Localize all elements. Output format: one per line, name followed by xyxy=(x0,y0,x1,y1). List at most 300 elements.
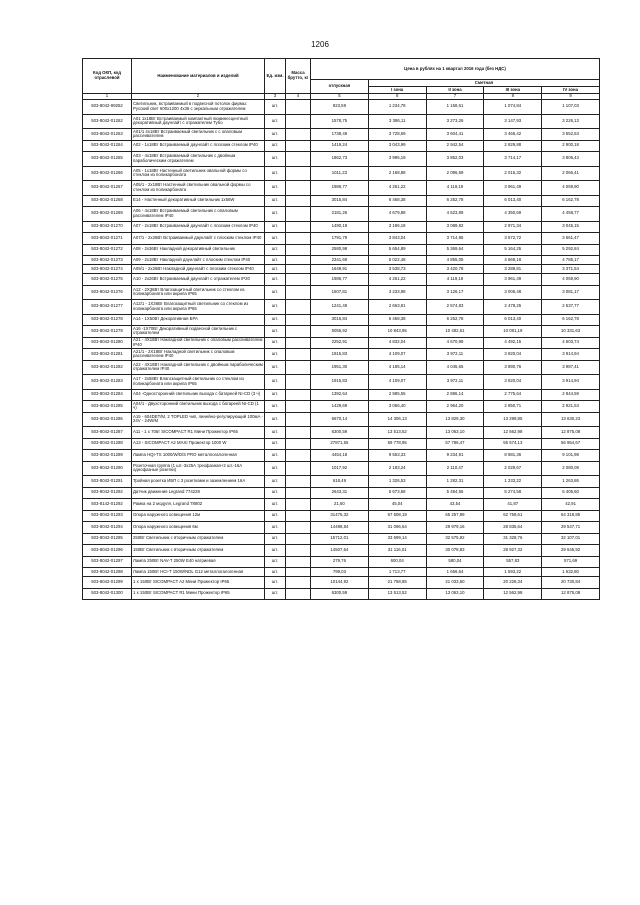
item-code: 503-8042-01276 xyxy=(83,285,132,300)
price-zone-3: 28 927,32 xyxy=(484,545,542,557)
item-mass xyxy=(286,401,311,413)
item-mass xyxy=(286,375,311,390)
price-zone-3: 12 562,98 xyxy=(484,588,542,600)
item-unit: шт. xyxy=(265,533,286,545)
item-name: Светильник, встраиваемый в подвесной потолок фирмы: Русский свет 600х1200 4х36 с зеркальным отражателем xyxy=(132,100,265,115)
price-zone-4: 2 066,41 xyxy=(542,166,600,181)
price-zone-2: 2 942,54 xyxy=(426,140,484,152)
item-name: А09 - 2х18Вт Накладной даунлайт с плоским стеклом IP40 xyxy=(132,256,265,265)
price-zone-4: 2 537,77 xyxy=(542,300,600,315)
price-zone-2: 3 714,95 xyxy=(426,233,484,245)
item-name: А12 - 2Х36Вт Влагозащитный светильник со стеклом из поликарбоната или акрила IP65 xyxy=(132,285,265,300)
table-row xyxy=(83,300,600,315)
price-zone-3: 5 274,58 xyxy=(484,487,542,499)
header-release: отпускная xyxy=(311,80,369,94)
price-zone-4: 2 844,59 xyxy=(542,389,600,401)
price-zone-4: 13 630,23 xyxy=(542,412,600,427)
item-mass xyxy=(286,545,311,557)
price-zone-2: 6 252,78 xyxy=(426,195,484,207)
table-row xyxy=(83,256,600,265)
price-zone-2: 4 045,65 xyxy=(426,360,484,375)
table-row xyxy=(83,577,600,589)
price-zone-3: 3 820,04 xyxy=(484,375,542,390)
price-zone-1: 2 168,88 xyxy=(368,166,426,181)
price-zone-1: 45,04 xyxy=(368,499,426,511)
header-zone-2: II зона xyxy=(426,87,484,94)
table-row xyxy=(83,568,600,577)
price-release: 1951,30 xyxy=(311,360,369,375)
item-mass xyxy=(286,450,311,462)
table-row xyxy=(83,166,600,181)
price-zone-4: 3 081,17 xyxy=(542,285,600,300)
price-zone-1: 13 513,52 xyxy=(368,588,426,600)
price-zone-1: 2 663,81 xyxy=(368,300,426,315)
price-zone-3: 55 574,13 xyxy=(484,438,542,450)
item-code: 503-8042-01289 xyxy=(83,450,132,462)
price-release: 1986,77 xyxy=(311,181,369,196)
price-zone-3: 1 074,84 xyxy=(484,100,542,115)
table-row xyxy=(83,556,600,568)
header-name: Наименование материалов и изделий xyxy=(132,59,265,94)
item-mass xyxy=(286,181,311,196)
item-unit: шт. xyxy=(265,375,286,390)
item-mass xyxy=(286,438,311,450)
item-code: 503-8042-99252 xyxy=(83,100,132,115)
table-row xyxy=(83,522,600,534)
price-zone-4: 3 552,53 xyxy=(542,129,600,141)
price-zone-2: 2 096,59 xyxy=(426,166,484,181)
item-name: А12/1 - 1Х36Вт Влагозащитный светильник со стеклом из поликарбоната или акрила IP65 xyxy=(132,300,265,315)
price-zone-3: 3 572,72 xyxy=(484,233,542,245)
price-zone-4: 3 045,15 xyxy=(542,221,600,233)
item-unit: шт. xyxy=(265,499,286,511)
price-zone-1: 3 538,73 xyxy=(368,265,426,274)
item-mass xyxy=(286,195,311,207)
item-name: А01/1 4х18Вт Встраиваемый светильник с с опаловым рассеивателем xyxy=(132,129,265,141)
item-code: 503-8042-01298 xyxy=(83,568,132,577)
price-zone-2: 3 126,17 xyxy=(426,285,484,300)
price-zone-4: 6 162,78 xyxy=(542,195,600,207)
item-unit: шт. xyxy=(265,300,286,315)
price-zone-2: 5 484,55 xyxy=(426,487,484,499)
item-name: Лампа HQI-TS 1000/W/D/S PRO металлогалогенная xyxy=(132,450,265,462)
price-zone-1: 4 832,04 xyxy=(368,337,426,349)
price-zone-3: 13 299,85 xyxy=(484,412,542,427)
price-zone-2: 13 063,10 xyxy=(426,427,484,439)
item-name: Е14 - Настенный декоративный светильник 1х56W xyxy=(132,195,265,207)
price-zone-3: 2 016,32 xyxy=(484,166,542,181)
price-zone-3: 2 829,88 xyxy=(484,140,542,152)
price-zone-1: 21 758,85 xyxy=(368,577,426,589)
table-row xyxy=(83,412,600,427)
price-zone-1: 4 261,22 xyxy=(368,181,426,196)
item-name: А17 - 2х58Вт Влагозащитный светильник со стеклом из поликарбоната или акрила IP65 xyxy=(132,375,265,390)
item-mass xyxy=(286,349,311,361)
table-row xyxy=(83,337,600,349)
price-zone-1: 6 468,38 xyxy=(368,314,426,326)
price-release: 1392,64 xyxy=(311,389,369,401)
price-release: 1738,49 xyxy=(311,129,369,141)
price-zone-4: 10 331,63 xyxy=(542,326,600,338)
table-row xyxy=(83,375,600,390)
price-zone-1: 9 553,33 xyxy=(368,450,426,462)
price-zone-1: 3 233,98 xyxy=(368,285,426,300)
price-zone-2: 6 252,78 xyxy=(426,314,484,326)
price-release: 1017,92 xyxy=(311,461,369,476)
price-zone-2: 13 063,10 xyxy=(426,588,484,600)
item-mass xyxy=(286,207,311,222)
header-zone-3: III зона xyxy=(484,87,542,94)
price-zone-3: 3 714,17 xyxy=(484,152,542,167)
price-release: 6300,59 xyxy=(311,588,369,600)
item-mass xyxy=(286,427,311,439)
item-code: 503-8042-01300 xyxy=(83,588,132,600)
item-name: А16 -1Х70Вт Декоративный подвесной светильник с отражателем xyxy=(132,326,265,338)
item-unit: шт. xyxy=(265,114,286,129)
price-release: 799,03 xyxy=(311,568,369,577)
price-zone-3: 20 228,34 xyxy=(484,577,542,589)
price-zone-4: 3 806,43 xyxy=(542,152,600,167)
item-name: А06 - 4х18Вт Встраиваемый светильник с опаловым рассеивателем IP40 xyxy=(132,207,265,222)
price-zone-3: 2 971,34 xyxy=(484,221,542,233)
price-release: 1578,75 xyxy=(311,114,369,129)
price-zone-4: 4 059,90 xyxy=(542,181,600,196)
price-zone-1: 1 713,77 xyxy=(368,568,426,577)
price-release: 1649,91 xyxy=(311,265,369,274)
table-row xyxy=(83,207,600,222)
price-zone-4: 20 730,84 xyxy=(542,577,600,589)
item-unit: шт. xyxy=(265,314,286,326)
price-zone-2: 3 972,11 xyxy=(426,375,484,390)
price-zone-1: 5 022,48 xyxy=(368,256,426,265)
item-name: Лампа 250Вт NAV-T 250W E40 натриевая xyxy=(132,556,265,568)
price-zone-3: 557,83 xyxy=(484,556,542,568)
item-code: 503-8042-01293 xyxy=(83,510,132,522)
price-zone-3: 2 850,71 xyxy=(484,401,542,413)
col-number: 4 xyxy=(286,94,311,100)
item-name: А03 - 4х18Вт Встраиваемый светильник с двойным параболическим отражателем xyxy=(132,152,265,167)
price-zone-4: 571,69 xyxy=(542,556,600,568)
item-unit: шт. xyxy=(265,450,286,462)
item-mass xyxy=(286,577,311,589)
price-release: 3015,84 xyxy=(311,195,369,207)
item-unit: шт. xyxy=(265,337,286,349)
price-zone-3: 41,87 xyxy=(484,499,542,511)
price-zone-2: 1 656,64 xyxy=(426,568,484,577)
table-row xyxy=(83,389,600,401)
item-code: 503-8042-01283 xyxy=(83,375,132,390)
table-row xyxy=(83,285,600,300)
item-name: А21 - 4Х18Вт Накладной светильник с опаловым рассеивателем IP40 xyxy=(132,337,265,349)
item-mass xyxy=(286,274,311,286)
item-mass xyxy=(286,114,311,129)
item-unit: шт. xyxy=(265,285,286,300)
item-mass xyxy=(286,389,311,401)
price-zone-4: 2 900,18 xyxy=(542,140,600,152)
price-zone-4: 4 059,90 xyxy=(542,274,600,286)
price-zone-1: 4 185,14 xyxy=(368,360,426,375)
item-unit: шт. xyxy=(265,152,286,167)
price-zone-3: 4 669,18 xyxy=(484,256,542,265)
price-zone-4: 3 371,54 xyxy=(542,265,600,274)
table-row xyxy=(83,244,600,256)
price-release: 2580,98 xyxy=(311,244,369,256)
item-unit: шт. xyxy=(265,577,286,589)
price-zone-4: 29 645,92 xyxy=(542,545,600,557)
item-name: А14 - 1Х50Вт Декоративная БРА xyxy=(132,314,265,326)
price-release: 923,59 xyxy=(311,100,369,115)
price-release: 6300,59 xyxy=(311,427,369,439)
price-zone-2: 30 078,83 xyxy=(426,545,484,557)
item-mass xyxy=(286,412,311,427)
item-code: 503-8042-01288 xyxy=(83,438,132,450)
price-zone-2: 2 964,20 xyxy=(426,401,484,413)
item-code: 503-8042-01271 xyxy=(83,233,132,245)
table-row xyxy=(83,152,600,167)
col-number: 8 xyxy=(484,94,542,100)
price-zone-1: 31 096,64 xyxy=(368,522,426,534)
item-code: 503-8042-01287 xyxy=(83,427,132,439)
item-name: 1 х 150Вт SICOMPACT A2 Мини Прожектор IP65 xyxy=(132,577,265,589)
item-unit: шт. xyxy=(265,256,286,265)
price-zone-2: 3 089,82 xyxy=(426,221,484,233)
price-zone-1: 1 326,53 xyxy=(368,476,426,488)
price-release: 3015,84 xyxy=(311,314,369,326)
price-zone-1: 2 985,55 xyxy=(368,389,426,401)
price-release: 21,60 xyxy=(311,499,369,511)
item-code: 503-8042-01269 xyxy=(83,207,132,222)
item-name: 250Вт Светильник с вторичным отражателем xyxy=(132,533,265,545)
price-zone-4: 29 547,71 xyxy=(542,522,600,534)
item-unit: шт. xyxy=(265,207,286,222)
price-zone-3: 2 478,25 xyxy=(484,300,542,315)
header-code: Код ОКП, код отраслевой xyxy=(83,59,132,94)
table-row xyxy=(83,265,600,274)
price-table xyxy=(82,58,600,600)
table-row xyxy=(83,195,600,207)
price-zone-3: 6 013,40 xyxy=(484,195,542,207)
price-zone-3: 4 492,15 xyxy=(484,337,542,349)
price-zone-2: 4 523,89 xyxy=(426,207,484,222)
price-zone-3: 6 013,40 xyxy=(484,314,542,326)
item-mass xyxy=(286,487,311,499)
col-number: 2 xyxy=(132,94,265,100)
price-zone-2: 1 282,31 xyxy=(426,476,484,488)
table-row xyxy=(83,360,600,375)
item-code: 503-8042-01286 xyxy=(83,412,132,427)
item-mass xyxy=(286,510,311,522)
item-code: 503-8142-01292 xyxy=(83,499,132,511)
col-number: 3 xyxy=(265,94,286,100)
price-release: 5055,92 xyxy=(311,326,369,338)
item-unit: шт. xyxy=(265,140,286,152)
price-zone-1: 3 386,11 xyxy=(368,114,426,129)
price-release: 1507,81 xyxy=(311,285,369,300)
item-name: А08 - 2х36Вт Накладной декоративный светильник xyxy=(132,244,265,256)
item-name: А04/1 - Двухсторонний светильник выхода с батареей NI-CD (1 ч) xyxy=(132,401,265,413)
item-unit: шт. xyxy=(265,274,286,286)
item-name: А21/1 - 2Х18Вт Накладной светильник с опаловым рассеивателем IP40 xyxy=(132,349,265,361)
price-release: 4454,18 xyxy=(311,450,369,462)
item-name: Розеточная группа (1 шт.-3х25А трехфазная+2 шт.-16А однофазные розетки) xyxy=(132,461,265,476)
price-zone-3: 1 233,22 xyxy=(484,476,542,488)
item-mass xyxy=(286,129,311,141)
price-release: 1986,77 xyxy=(311,274,369,286)
price-release: 1915,83 xyxy=(311,349,369,361)
price-zone-2: 4 855,05 xyxy=(426,256,484,265)
item-mass xyxy=(286,499,311,511)
price-zone-4: 5 405,60 xyxy=(542,487,600,499)
price-zone-2: 1 158,61 xyxy=(426,100,484,115)
table-row xyxy=(83,140,600,152)
price-zone-2: 3 273,26 xyxy=(426,114,484,129)
item-name: 150Вт Светильник с вторичным отражателем xyxy=(132,545,265,557)
price-zone-1: 5 654,89 xyxy=(368,244,426,256)
price-zone-4: 1 263,86 xyxy=(542,476,600,488)
price-zone-4: 1 107,03 xyxy=(542,100,600,115)
price-zone-2: 4 119,19 xyxy=(426,274,484,286)
header-unit: Ед. изм. xyxy=(265,59,286,94)
price-zone-3: 31 328,76 xyxy=(484,533,542,545)
price-zone-1: 4 109,07 xyxy=(368,375,426,390)
item-mass xyxy=(286,476,311,488)
item-mass xyxy=(286,300,311,315)
item-unit: шт. xyxy=(265,522,286,534)
table-row xyxy=(83,401,600,413)
price-zone-2: 2 886,14 xyxy=(426,389,484,401)
item-name: А11 - 1 х 70вт SICOMPACT R1 Мини Прожектор IP65 xyxy=(132,427,265,439)
item-code: 503-8042-01292 xyxy=(83,487,132,499)
price-zone-4: 2 921,53 xyxy=(542,401,600,413)
table-row xyxy=(83,510,600,522)
item-code: 503-8042-01266 xyxy=(83,166,132,181)
price-zone-3: 2 029,67 xyxy=(484,461,542,476)
item-code: 503-8042-01268 xyxy=(83,195,132,207)
price-zone-4: 4 458,77 xyxy=(542,207,600,222)
item-code: 503-8042-01297 xyxy=(83,556,132,568)
price-zone-4: 12 875,08 xyxy=(542,588,600,600)
item-code: 503-8042-01281 xyxy=(83,349,132,361)
price-zone-3: 4 350,69 xyxy=(484,207,542,222)
item-mass xyxy=(286,166,311,181)
item-mass xyxy=(286,256,311,265)
price-zone-4: 2 080,09 xyxy=(542,461,600,476)
price-release: 2181,26 xyxy=(311,207,369,222)
table-row xyxy=(83,274,600,286)
item-name: А22 - 4Х18Вт Накладной светильник с двойным параболическим отражателем IP40 xyxy=(132,360,265,375)
price-zone-4: 1 632,80 xyxy=(542,568,600,577)
price-zone-2: 57 786,47 xyxy=(426,438,484,450)
price-zone-3: 62 759,61 xyxy=(484,510,542,522)
price-zone-4: 64 318,85 xyxy=(542,510,600,522)
item-mass xyxy=(286,588,311,600)
item-unit: шт. xyxy=(265,401,286,413)
item-name: А07 - 2х18Вт Встраиваемый даунлайт с плоским стеклом IP40 xyxy=(132,221,265,233)
item-code: 503-8042-01273 xyxy=(83,256,132,265)
price-zone-1: 10 843,95 xyxy=(368,326,426,338)
price-release: 15712,01 xyxy=(311,533,369,545)
item-code: 503-8042-01272 xyxy=(83,244,132,256)
item-mass xyxy=(286,100,311,115)
table-row xyxy=(83,450,600,462)
item-mass xyxy=(286,568,311,577)
price-zone-4: 3 914,94 xyxy=(542,349,600,361)
item-unit: шт. xyxy=(265,510,286,522)
price-release: 618,49 xyxy=(311,476,369,488)
price-zone-3: 3 289,81 xyxy=(484,265,542,274)
item-code: 503-8042-01264 xyxy=(83,140,132,152)
price-zone-2: 2 574,83 xyxy=(426,300,484,315)
item-name: Тройная розетка ИБП с 3 розетками и заземлением 16А xyxy=(132,476,265,488)
item-code: 503-8042-01278 xyxy=(83,314,132,326)
item-name: Опора наружного освещения 12м xyxy=(132,510,265,522)
item-unit: шт. xyxy=(265,129,286,141)
price-zone-1: 6 468,38 xyxy=(368,195,426,207)
table-row xyxy=(83,221,600,233)
item-code: 503-8042-01270 xyxy=(83,221,132,233)
item-code: 503-8042-01290 xyxy=(83,461,132,476)
price-zone-2: 10 482,51 xyxy=(426,326,484,338)
price-zone-2: 2 110,47 xyxy=(426,461,484,476)
price-release: 1011,23 xyxy=(311,166,369,181)
item-unit: шт. xyxy=(265,181,286,196)
price-zone-1: 4 679,88 xyxy=(368,207,426,222)
item-name: А05 - 1х18Вт Настенный светильник овальной формы со стеклом из поликарбоната xyxy=(132,166,265,181)
price-zone-3: 3 961,49 xyxy=(484,274,542,286)
item-code: 503-8042-01296 xyxy=(83,545,132,557)
price-zone-1: 3 043,99 xyxy=(368,140,426,152)
item-unit: шт. xyxy=(265,568,286,577)
price-zone-2: 13 829,30 xyxy=(426,412,484,427)
col-number: 1 xyxy=(83,94,132,100)
price-zone-3: 3 006,48 xyxy=(484,285,542,300)
item-unit: шт. xyxy=(265,476,286,488)
item-code: 503-8042-01263 xyxy=(83,129,132,141)
item-code: 503-8042-01275 xyxy=(83,274,132,286)
price-release: 1915,83 xyxy=(311,375,369,390)
item-mass xyxy=(286,360,311,375)
item-unit: шт. xyxy=(265,412,286,427)
item-mass xyxy=(286,533,311,545)
price-release: 14507,64 xyxy=(311,545,369,557)
price-release: 2252,91 xyxy=(311,337,369,349)
price-release: 31475,32 xyxy=(311,510,369,522)
price-zone-3: 3 466,42 xyxy=(484,129,542,141)
table-row xyxy=(83,545,600,557)
item-code: 503-8042-01291 xyxy=(83,476,132,488)
price-zone-1: 3 196,18 xyxy=(368,221,426,233)
item-name: Датчик движения Legrand 774228 xyxy=(132,487,265,499)
item-mass xyxy=(286,233,311,245)
item-code: 503-8042-01285 xyxy=(83,401,132,413)
item-name: А09/1 - 2х26Вт Накладной даунлайт с плоским стеклом IP40 xyxy=(132,265,265,274)
item-unit: шт. xyxy=(265,389,286,401)
price-release: 6670,14 xyxy=(311,412,369,427)
item-unit: шт. xyxy=(265,326,286,338)
price-zone-2: 3 972,11 xyxy=(426,349,484,361)
price-release: 1490,19 xyxy=(311,221,369,233)
header-zone-4: IV зона xyxy=(542,87,600,94)
price-zone-1: 3 995,19 xyxy=(368,152,426,167)
item-name: Опора наружного освещения 6м xyxy=(132,522,265,534)
header-smetnaya: Сметная xyxy=(368,80,599,87)
price-zone-1: 67 508,19 xyxy=(368,510,426,522)
col-number: 6 xyxy=(368,94,426,100)
item-code: 503-8042-01267 xyxy=(83,181,132,196)
price-zone-4: 3 661,47 xyxy=(542,233,600,245)
table-row xyxy=(83,438,600,450)
table-row xyxy=(83,326,600,338)
